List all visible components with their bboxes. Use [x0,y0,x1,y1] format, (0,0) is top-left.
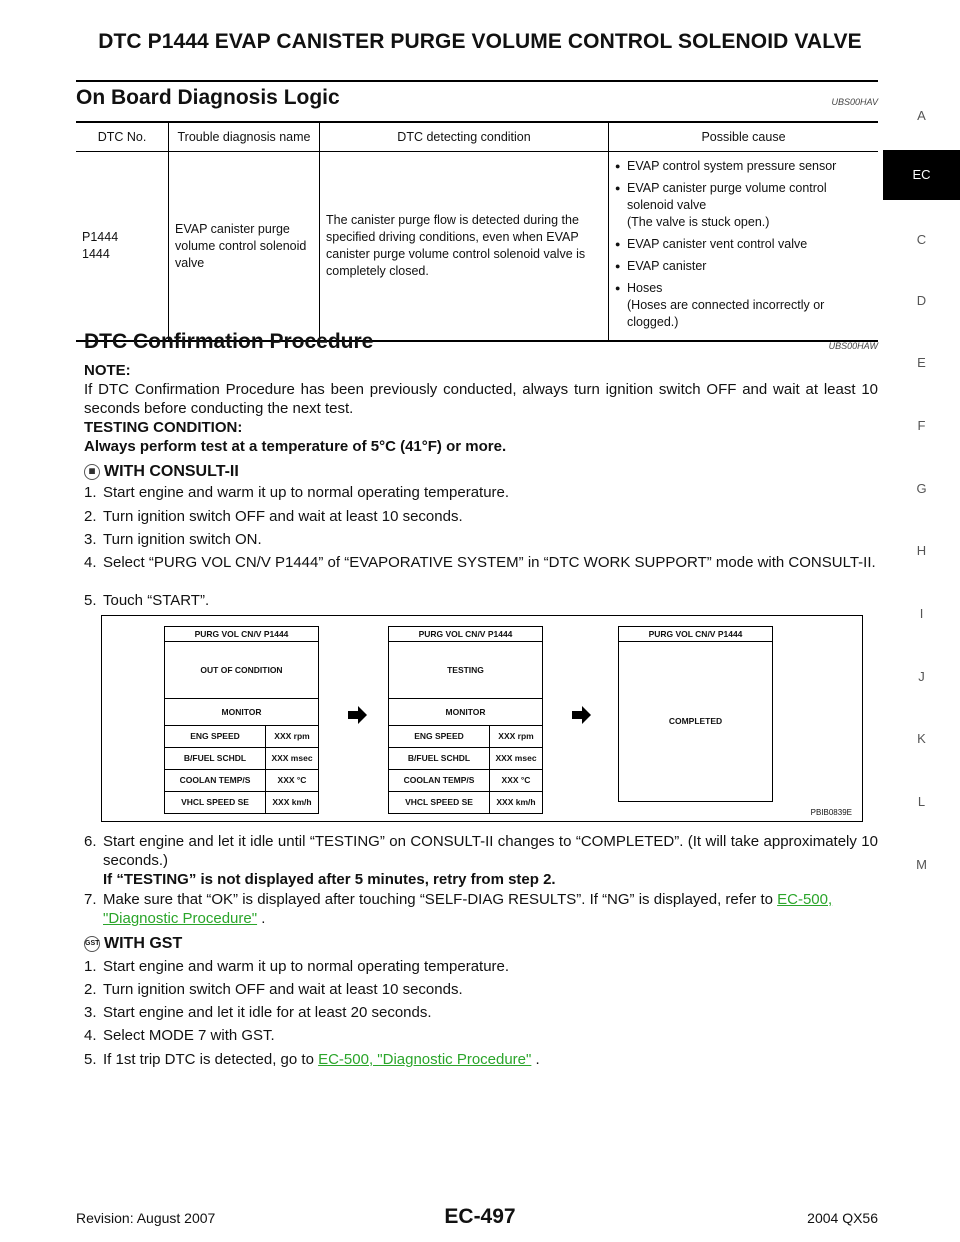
list-item: 2. Turn ignition switch OFF and wait at least 10 seconds. [84,508,463,525]
revision-date: Revision: August 2007 [76,1210,216,1226]
col-name: Trouble diagnosis name [169,122,320,152]
dtc-table [76,121,878,342]
list-item: 3. Start engine and let it idle for at least 20 seconds. [84,1004,432,1021]
note-label: NOTE: [84,362,131,379]
list-item: 1. Start engine and warm it up to normal operating temperature. [84,958,510,975]
possible-cause-cell [609,152,879,342]
side-index-d[interactable]: D [916,293,927,308]
dtc-no-cell [76,152,169,342]
gst-icon: GST [84,936,100,952]
list-item: 4. Select “PURG VOL CN/V P1444” of “EVAPORATIVE SYSTEM” in “DTC WORK SUPPORT” mode with CONSULT-II. [84,554,876,571]
diagnostic-procedure-link[interactable]: EC-500, "Diagnostic Procedure" [103,891,833,927]
page-title: DTC P1444 EVAP CANISTER PURGE VOLUME CONTROL SOLENOID VALVE [98,30,862,53]
cause-item: ● Hoses (Hoses are connected incorrectly or clogged.) [615,280,872,331]
list-item: 2. Turn ignition switch OFF and wait at least 10 seconds. [84,981,463,998]
list-item: 3. Turn ignition switch ON. [84,531,262,548]
side-index-a[interactable]: A [917,108,926,123]
consult-screens-figure [101,615,863,822]
col-condition: DTC detecting condition [320,122,609,152]
cause-item: ● EVAP canister [615,258,872,275]
col-dtc-no: DTC No. [76,122,169,152]
side-index-g[interactable]: G [916,481,927,496]
testing-condition-text: Always perform test at a temperature of 5°C (41°F) or more. [84,438,507,455]
consult-heading: ▦ WITH CONSULT-II [84,463,239,481]
cause-item: ● EVAP control system pressure sensor [615,158,872,175]
title-rule [76,80,878,82]
detecting-condition: The canister purge flow is detected during the specified driving conditions, even when EVAP canister purge volume control solenoid valve is completely closed. [320,152,609,342]
side-index-ec[interactable]: EC [883,150,960,200]
cause-item: ● EVAP canister vent control valve [615,236,872,253]
gst-heading: GST WITH GST [85,935,183,952]
arrow-right-icon [346,704,368,726]
side-index-i[interactable]: I [919,606,924,621]
model-year: 2004 QX56 [807,1210,878,1226]
consult-screen-out-of-condition: PURG VOL CN/V P1444 OUT OF CONDITION MONITOR ENG SPEED XXX rpm B/FUEL SCHDL XXX msec COOLAN TEMP/S XXX °C VHCL SPEED SE XXX km/h [164,626,319,814]
note-text: If DTC Confirmation Procedure has been previously conducted, always turn ignition switch OFF and wait at least 10 seconds before conducting the next test. [84,381,878,417]
list-item: 6. Start engine and let it idle until “TESTING” on CONSULT-II changes to “COMPLETED”. (It will take approximately 10 seconds.) If “TESTING” is not displayed after 5 minutes, retry from step 2. [84,833,878,888]
list-item: 1. Start engine and warm it up to normal operating temperature. [84,484,510,501]
section-code: UBS00HAW [828,341,878,351]
side-index-k[interactable]: K [917,731,926,746]
dtc-number-short: 1444 [82,247,110,261]
list-item: 7. Make sure that “OK” is displayed after touching “SELF-DIAG RESULTS”. If “NG” is displayed, refer to EC-500, "Diagnostic Procedure" . [84,891,833,927]
arrow-right-icon [570,704,592,726]
list-item: 5. If 1st trip DTC is detected, go to EC-500, "Diagnostic Procedure" . [84,1051,540,1068]
section-code: UBS00HAV [831,97,878,107]
side-index-f[interactable]: F [917,418,926,433]
side-index-h[interactable]: H [916,543,927,558]
list-item: 4. Select MODE 7 with GST. [84,1027,275,1044]
diagnosis-name: EVAP canister purge volume control solenoid valve [169,152,320,342]
list-item: 5. Touch “START”. [84,592,210,609]
consult-screen-testing: PURG VOL CN/V P1444 TESTING MONITOR ENG SPEED XXX rpm B/FUEL SCHDL XXX msec COOLAN TEMP/S XXX °C VHCL SPEED SE XXX km/h [388,626,543,814]
page-number: EC-497 [444,1205,516,1228]
cause-item: ● EVAP canister purge volume control solenoid valve (The valve is stuck open.) [615,180,872,231]
figure-code: PBIB0839E [810,808,852,817]
testing-condition-label: TESTING CONDITION: [84,419,243,436]
side-index-j[interactable]: J [918,669,925,684]
side-index-e[interactable]: E [917,355,926,370]
consult-icon: ▦ [84,464,100,480]
table-row [76,152,878,342]
side-index-m[interactable]: M [916,857,927,872]
consult-screen-completed: PURG VOL CN/V P1444 COMPLETED [618,626,773,802]
side-index-c[interactable]: C [916,232,927,247]
col-cause: Possible cause [609,122,879,152]
dtc-number: P1444 [82,230,119,244]
diagnostic-procedure-link[interactable]: EC-500, "Diagnostic Procedure" [318,1051,532,1068]
section-heading-obd: On Board Diagnosis Logic [76,86,340,109]
section-heading-confirmation: DTC Confirmation Procedure [84,330,374,353]
side-index-l[interactable]: L [917,794,926,809]
